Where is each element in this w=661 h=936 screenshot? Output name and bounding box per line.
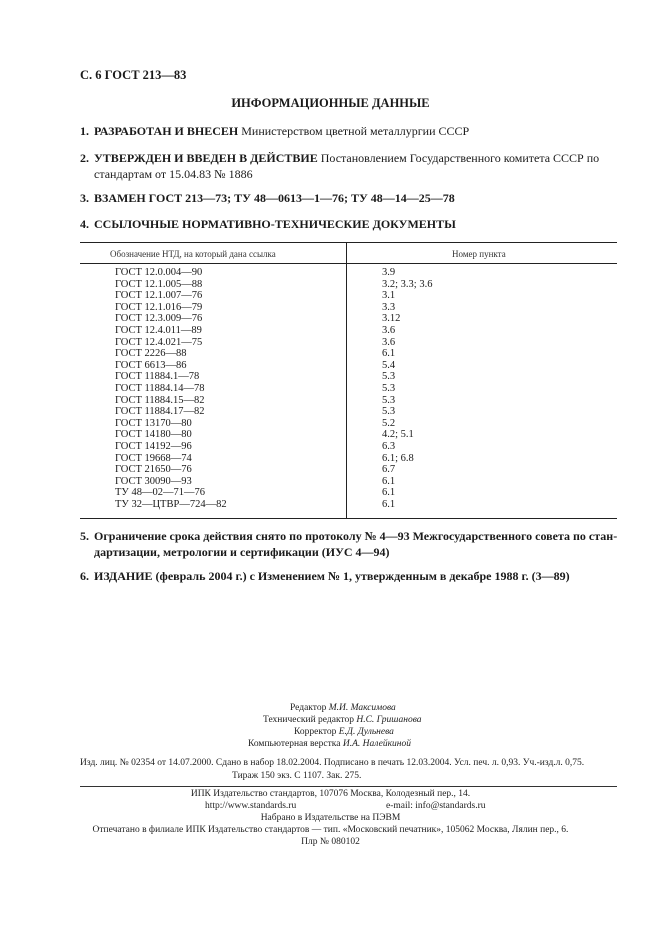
table-cell-clause: 3.12 — [382, 313, 401, 325]
table-cell-clause: 3.3 — [382, 301, 396, 313]
table-cell-document: ГОСТ 12.1.016—79 — [115, 301, 203, 313]
publisher-line-3: Набрано в Издательстве на ПЭВМ — [260, 813, 401, 823]
section-1 — [80, 123, 620, 139]
table-cell-document: ГОСТ 14192—96 — [115, 441, 192, 452]
publisher-line-4: Отпечатано в филиале ИПК Издательство стандартов — тип. «Московский печатник», 105062 Москва, Лялин пер., 6. — [92, 825, 569, 835]
table-cell-document: ГОСТ 12.0.004—90 — [115, 267, 203, 278]
table-cell-clause: 5.3 — [382, 383, 396, 394]
credit-role: Компьютерная верстка — [248, 739, 341, 749]
table-cell-clause: 3.9 — [382, 267, 396, 278]
table-cell-document: ГОСТ 21650—76 — [115, 464, 192, 476]
table-cell-document: ГОСТ 6613—86 — [115, 359, 187, 371]
table-cell-clause: 3.1 — [382, 290, 396, 302]
section-heading: ИЗДАНИЕ — [94, 569, 153, 583]
table-column-divider — [346, 242, 347, 518]
section-number: 1. — [80, 124, 89, 138]
section-number: 5. — [80, 529, 89, 543]
table-cell-clause: 6.3 — [382, 441, 396, 452]
table-cell-document: ГОСТ 12.1.005—88 — [115, 278, 203, 290]
credit-name: И.А. Налейкиной — [342, 739, 411, 749]
section-5 — [80, 528, 620, 560]
publisher-email: e-mail: info@standards.ru — [386, 801, 486, 811]
table-cell-document: ГОСТ 11884.14—78 — [115, 383, 205, 394]
credit-name: Н.С. Гришанова — [356, 715, 422, 725]
publisher-line-1: ИПК Издательство стандартов, 107076 Москва, Колодезный пер., 14. — [190, 789, 471, 799]
table-header-document: Обозначение НТД, на который дана ссылка — [110, 249, 276, 259]
section-number: 6. — [80, 569, 89, 583]
table-cell-document: ГОСТ 12.4.021—75 — [115, 336, 203, 348]
table-cell-document: ГОСТ 12.4.011—89 — [115, 325, 202, 336]
section-4 — [80, 216, 620, 232]
document-title: ИНФОРМАЦИОННЫЕ ДАННЫЕ — [231, 96, 430, 110]
table-cell-document: ТУ 48—02—71—76 — [115, 487, 205, 499]
table-cell-document: ГОСТ 2226—88 — [115, 348, 187, 360]
section-heading: ВЗАМЕН ГОСТ 213—73; ТУ 48—0613—1—76; ТУ 48—14—25—78 — [94, 191, 455, 205]
table-cell-clause: 5.4 — [382, 359, 396, 371]
table-cell-clause: 5.3 — [382, 371, 396, 383]
table-cell-clause: 6.1 — [382, 475, 396, 487]
table-cell-document: ГОСТ 11884.17—82 — [115, 406, 205, 418]
credit-tech-editor — [263, 715, 422, 725]
table-cell-document: ГОСТ 30090—93 — [115, 475, 192, 487]
table-cell-clause: 6.7 — [382, 464, 396, 476]
table-header-clause: Номер пункта — [452, 249, 506, 259]
table-cell-clause: 5.3 — [382, 406, 396, 418]
section-text: Постановлением Государственного комитета СССР по — [317, 151, 600, 165]
credit-name: Е.Д. Дульнева — [338, 727, 394, 737]
section-3 — [80, 190, 620, 206]
references-table — [80, 242, 617, 518]
section-2 — [80, 150, 620, 182]
credit-layout — [248, 739, 411, 749]
table-cell-document: ГОСТ 14180—80 — [115, 429, 192, 441]
credit-role: Корректор — [294, 727, 337, 737]
table-cell-clause: 6.1; 6.8 — [382, 452, 414, 464]
section-number: 3. — [80, 191, 89, 205]
table-cell-clause: 6.1 — [382, 348, 396, 360]
page-header: С. 6 ГОСТ 213—83 — [80, 68, 187, 82]
table-cell-clause: 6.1 — [382, 487, 396, 499]
section-text: (февраль 2004 г.) с Изменением № 1, утвержденным в декабре 1988 г. (3—89) — [152, 569, 570, 583]
table-cell-document: ГОСТ 12.3.009—76 — [115, 313, 203, 325]
table-cell-clause: 6.1 — [382, 499, 396, 510]
credit-name: М.И. Максимова — [328, 703, 396, 713]
credit-role: Редактор — [290, 703, 327, 713]
table-cell-document: ГОСТ 19668—74 — [115, 452, 192, 464]
publisher-line-5: Плр № 080102 — [301, 837, 360, 847]
section-text: Министерством цветной металлургии СССР — [238, 124, 470, 138]
table-top-rule — [80, 242, 617, 243]
section-number: 4. — [80, 217, 89, 231]
table-cell-document: ГОСТ 12.1.007—76 — [115, 290, 203, 302]
table-cell-clause: 5.3 — [382, 394, 396, 406]
table-bottom-rule — [80, 518, 617, 519]
section-text-continued: дартизации, метрологии и сертификации (ИУС 4—94) — [94, 545, 390, 559]
table-header-rule — [80, 263, 617, 264]
imprint-line-2: Тираж 150 экз. С 1107. Зак. 275. — [232, 771, 362, 781]
section-heading: УТВЕРЖДЕН И ВВЕДЕН В ДЕЙСТВИЕ — [94, 151, 318, 165]
section-text-continued: стандартам от 15.04.83 № 1886 — [94, 167, 253, 181]
credit-editor — [290, 703, 396, 713]
section-number: 2. — [80, 151, 89, 165]
table-cell-clause: 3.6 — [382, 325, 396, 336]
table-cell-document: ГОСТ 11884.15—82 — [115, 394, 205, 406]
table-cell-document: ГОСТ 11884.1—78 — [115, 371, 200, 383]
credit-proofreader — [294, 727, 394, 737]
publisher-url: http://www.standards.ru — [205, 801, 297, 811]
credit-role: Технический редактор — [263, 715, 354, 725]
section-heading: ССЫЛОЧНЫЕ НОРМАТИВНО-ТЕХНИЧЕСКИЕ ДОКУМЕНТЫ — [94, 217, 456, 231]
table-cell-clause: 5.2 — [382, 417, 396, 429]
section-text: Ограничение срока действия снято по протоколу № 4—93 Межгосударственного совета по стан- — [94, 529, 618, 543]
table-cell-document: ТУ 32—ЦТВР—724—82 — [115, 499, 227, 510]
table-cell-clause: 3.6 — [382, 336, 396, 348]
table-cell-clause: 3.2; 3.3; 3.6 — [382, 278, 433, 290]
section-heading: РАЗРАБОТАН И ВНЕСЕН — [94, 124, 239, 138]
table-cell-clause: 4.2; 5.1 — [382, 429, 414, 441]
footer-rule — [80, 786, 617, 787]
table-cell-document: ГОСТ 13170—80 — [115, 417, 192, 429]
section-6 — [80, 568, 620, 584]
imprint-line-1: Изд. лиц. № 02354 от 14.07.2000. Сдано в набор 18.02.2004. Подписано в печать 12.03.2004. Усл. печ. л. 0,93. Уч.-изд.л. 0,75. — [80, 758, 585, 768]
